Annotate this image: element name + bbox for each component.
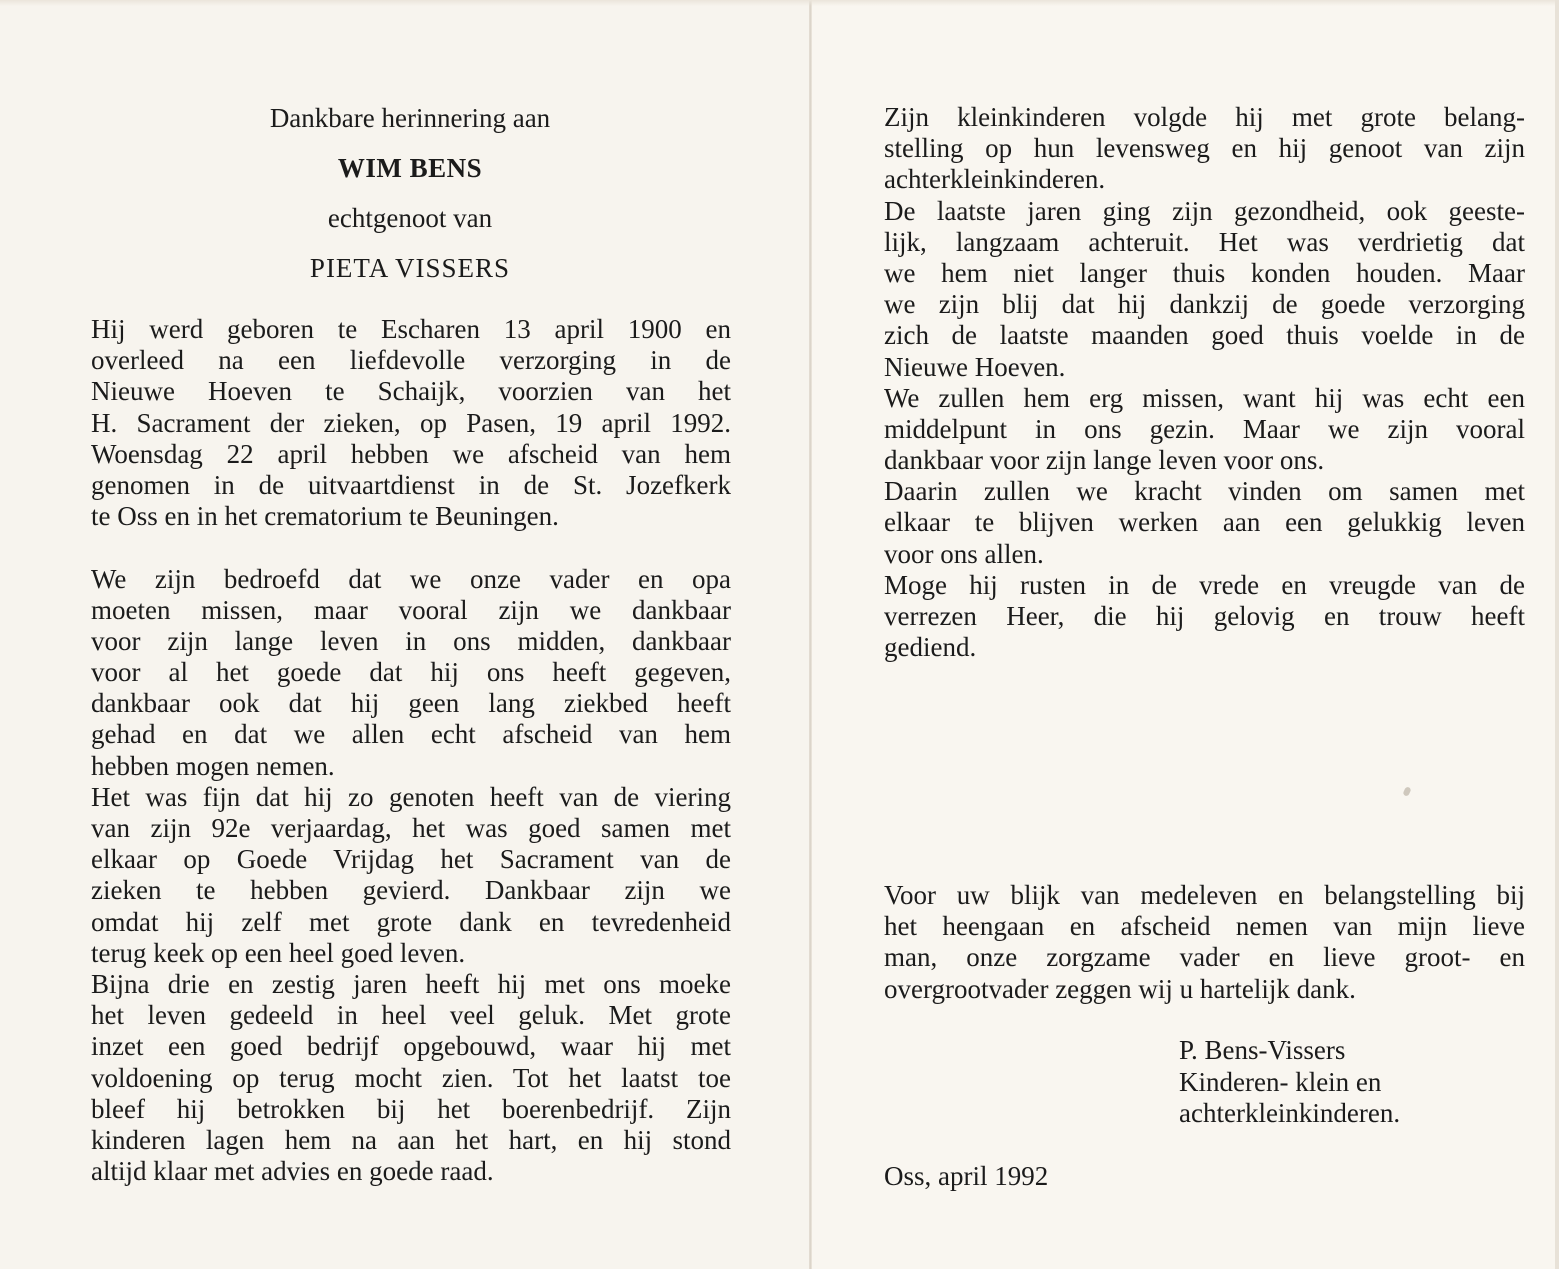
text-line: het leven gedeeld in heel veel geluk. Met grote [91,1000,731,1031]
text-line: overgrootvader zeggen wij u hartelijk dank. [884,973,1356,1004]
signature-line: P. Bens-Vissers [1179,1035,1346,1065]
right-body-text [884,102,1525,663]
text-line: middelpunt in ons gezin. Maar we zijn vooral [884,413,1525,444]
deceased-name: WIM BENS [337,153,483,183]
paper-edge-top [0,0,1559,6]
signature-block [1179,1035,1499,1130]
text-line: gehad en dat we allen echt afscheid van hem [91,719,731,750]
text-line: verrezen Heer, die hij gelovig en trouw heeft [884,601,1525,631]
text-line: Daarin zullen we kracht vinden om samen met [884,476,1525,507]
signature-line: Kinderen- klein en [1179,1066,1382,1097]
text-line: het heengaan en afscheid nemen van mijn lieve [884,911,1525,942]
signature-line: achterkleinkinderen. [1179,1098,1401,1128]
text-line: We zijn bedroefd dat we onze vader en opa [91,563,731,594]
text-line: H. Sacrament der zieken, op Pasen, 19 april 1992. [91,407,731,438]
text-line: Moge hij rusten in de vrede en vreugde van de [884,569,1525,600]
text-line: overleed na een liefdevolle verzorging in de [91,345,731,376]
text-line: dankbaar voor zijn lange leven voor ons. [884,445,1325,476]
text-line: man, onze zorgzame vader en lieve groot- en [884,942,1525,973]
place-date: Oss, april 1992 [884,1161,1049,1191]
text-line: Bijna drie en zestig jaren heeft hij met ons moeke [91,968,731,999]
thanks-text [884,880,1525,1005]
text-line: kinderen lagen hem na aan het hart, en hij stond [91,1124,731,1155]
text-line: Voor uw blijk van medeleven en belangstelling bij [884,880,1525,910]
text-line: Het was fijn dat hij zo genoten heeft van de viering [91,781,731,812]
paragraph-gap [91,532,731,563]
text-line: gediend. [884,632,977,663]
intro-text: Dankbare herinnering aan [269,103,551,133]
text-line: zich de laatste maanden goed thuis voelde in de [884,320,1525,351]
text-line: lijk, langzaam achteruit. Het was verdrietig dat [884,226,1525,257]
text-line: De laatste jaren ging zijn gezondheid, ook geeste- [884,195,1525,226]
text-line: dankbaar ook dat hij geen lang ziekbed heeft [91,688,731,719]
text-line: inzet een goed bedrijf opgebouwd, waar hij met [91,1031,731,1062]
text-line: elkaar te blijven werken aan een gelukkig leven [884,507,1525,538]
text-line: Nieuwe Hoeven. [884,351,1066,382]
text-line: omdat hij zelf met grote dank en tevredenheid [91,906,731,937]
text-line: voor zijn lange leven in ons midden, dankbaar [91,625,731,656]
text-line: genomen in de uitvaartdienst in de St. Jozefkerk [91,469,731,500]
text-line: achterkleinkinderen. [884,164,1106,195]
text-line: te Oss en in het crematorium te Beuningen. [91,501,559,532]
text-line: Zijn kleinkinderen volgde hij met grote belang- [884,102,1525,132]
paper-edge-right [1555,0,1559,1269]
text-line: we hem niet langer thuis konden houden. Maar [884,257,1525,288]
text-line: Hij werd geboren te Escharen 13 april 1900 en [91,314,731,344]
text-line: van zijn 92e verjaardag, het was goed samen met [91,813,731,843]
text-line: voor ons allen. [884,538,1044,569]
text-line: moeten missen, maar vooral zijn we dankbaar [91,594,731,625]
card-fold [809,0,812,1269]
text-line: we zijn blij dat hij dankzij de goede verzorging [884,289,1525,320]
text-line: hebben mogen nemen. [91,750,335,781]
left-body-text [91,314,731,1187]
text-line: zieken te hebben gevierd. Dankbaar zijn we [91,875,731,906]
text-line: altijd klaar met advies en goede raad. [91,1156,494,1187]
text-line: voor al het goede dat hij ons heeft gegeven, [91,657,731,688]
text-line: terug keek op een heel goed leven. [91,937,466,968]
text-line: voldoening op terug mocht zien. Tot het laatst toe [91,1062,731,1093]
text-line: We zullen hem erg missen, want hij was echt een [884,382,1525,413]
text-line: bleef hij betrokken bij het boerenbedrijf. Zijn [91,1093,731,1124]
text-line: Nieuwe Hoeven te Schaijk, voorzien van het [91,376,731,407]
text-line: stelling op hun levensweg en hij genoot van zijn [884,133,1525,164]
spouse-name: PIETA VISSERS [309,253,511,283]
text-line: elkaar op Goede Vrijdag het Sacrament van de [91,844,731,875]
relation-text: echtgenoot van [327,203,493,233]
text-line: Woensdag 22 april hebben we afscheid van hem [91,438,731,469]
